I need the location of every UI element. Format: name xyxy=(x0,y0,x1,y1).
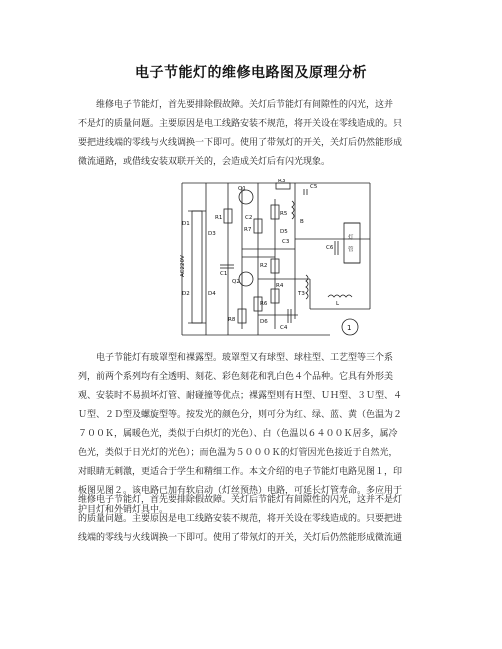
label-d6: D6 xyxy=(260,319,268,325)
label-q2: Q2 xyxy=(232,279,240,285)
text-line: 色光，类似于日光灯的光色）；而色温为５０００Ｋ的灯管因光色接近于自然光， xyxy=(78,448,398,458)
label-c4: C4 xyxy=(280,325,288,331)
label-b: B xyxy=(300,219,304,225)
text-line: 不是灯的质量问题。主要原因是电工线路安装不规范，将开关设在零线造成的。只 xyxy=(78,119,403,129)
text-line: Ｕ型、２Ｄ型及螺旋型等。按发光的颜色分，则可分为红、绿、蓝、黄（色温为２ xyxy=(78,410,403,420)
label-d4: D4 xyxy=(208,291,216,297)
label-r2: R2 xyxy=(260,263,268,269)
figure-number: 1 xyxy=(347,324,352,332)
text-line: 要把进线端的零线与火线调换一下即可。使用了带氖灯的开关，关灯后仍然能形成 xyxy=(78,138,403,148)
label-r3: R3 xyxy=(278,179,286,184)
label-c5: C5 xyxy=(310,184,318,190)
label-ac220v: AC220V xyxy=(180,255,186,277)
label-r7: R7 xyxy=(244,227,252,233)
label-c2: C2 xyxy=(245,215,253,221)
label-lamp-1: 灯 xyxy=(348,235,354,241)
label-lamp-2: 管 xyxy=(348,247,354,253)
page-title: 电子节能灯的维修电路图及原理分析 xyxy=(135,65,367,81)
label-d5: D5 xyxy=(280,229,288,235)
text-line: 对眼睛无刺激，更适合于学生和精细工作。本文介绍的电子节能灯电路见图１，印 xyxy=(78,467,403,477)
text-line: 板图见图２。该电路已加有软启动（灯丝预热）电路，可延长灯管寿命。多应用于 xyxy=(78,486,403,496)
text-line: 维修电子节能灯，首先要排除假故障。关灯后节能灯有间隙性的闪光，这并不是灯 xyxy=(78,495,403,505)
text-line: 维修电子节能灯，首先要排除假故障。关灯后节能灯有间隙性的闪光，这并 xyxy=(78,100,394,110)
label-d3: D3 xyxy=(208,231,216,237)
text-line: 的质量问题。主要原因是电工线路安装不规范，将开关设在零线造成的。只要把进 xyxy=(78,514,403,524)
label-r5: R5 xyxy=(280,211,288,217)
text-line: 观、安装时不易损坏灯管、耐碰撞等优点；裸露型则有Ｈ型、ＵＨ型、３Ｕ型、４ xyxy=(78,391,403,401)
label-d1: D1 xyxy=(182,221,190,227)
label-r1: R1 xyxy=(215,215,223,221)
text-line: 护目灯和外销灯具中。 xyxy=(78,505,169,515)
label-c1: C1 xyxy=(220,271,228,277)
label-r4: R4 xyxy=(276,283,284,289)
intro-paragraph xyxy=(78,96,434,172)
text-line: 线端的零线与火线调换一下即可。使用了带氖灯的开关，关灯后仍然能形成微流通 xyxy=(78,533,403,543)
text-line: 电子节能灯有玻罩型和裸露型。玻罩型又有球型、球柱型、工艺型等三个系 xyxy=(78,353,394,363)
text-line: 微流通路，或借线安装双联开关的，会造成关灯后有闪光现象。 xyxy=(78,157,331,167)
label-r8: R8 xyxy=(228,317,236,323)
text-line: ７００Ｋ，属暖色光，类似于白炽灯的光色）、白（色温以６４００Ｋ居多，属冷 xyxy=(78,429,398,439)
label-l: L xyxy=(336,301,340,307)
text-line: 列，前两个系列均有全透明、刻花、彩色刻花和乳白色４个品种。它具有外形美 xyxy=(78,372,394,382)
label-r6: R6 xyxy=(260,301,268,307)
label-c3: C3 xyxy=(282,239,290,245)
label-d2: D2 xyxy=(182,291,190,297)
label-q1: Q1 xyxy=(238,186,246,192)
repeat-paragraph xyxy=(78,491,434,548)
label-t3: T3 xyxy=(298,291,305,297)
label-c6: C6 xyxy=(326,245,334,251)
circuit-diagram xyxy=(180,179,376,339)
